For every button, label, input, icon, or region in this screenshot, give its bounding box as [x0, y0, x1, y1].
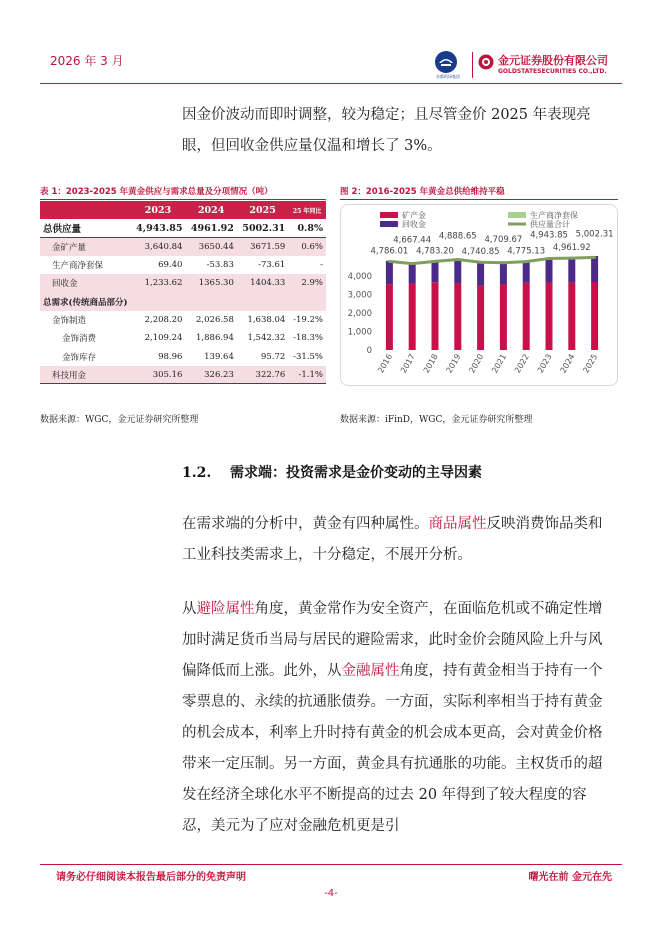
bar-recycled-gold: [500, 263, 507, 284]
logo-separator: [472, 52, 473, 78]
report-date: 2026 年 3 月: [50, 54, 124, 68]
airport-group-caption: 首都机场集团: [436, 74, 460, 79]
row-label: 生产商净套保: [52, 261, 104, 272]
row-value: 305.16: [131, 366, 186, 384]
bar-mine-gold: [477, 286, 484, 350]
section-title: [182, 462, 482, 482]
row-value: 0.8%: [288, 219, 326, 237]
row-value: 2,208.20: [144, 314, 183, 325]
row-value: 95.72: [260, 351, 286, 362]
row-value: [131, 292, 186, 310]
line-point: [525, 260, 528, 263]
header-divider: [40, 83, 622, 84]
x-tick-label: 2018: [421, 352, 440, 375]
legend-swatch: [380, 221, 398, 227]
company-name-en: GOLDSTATESECURITIES CO.,LTD.: [498, 68, 607, 75]
page-number: -4-: [324, 888, 338, 899]
row-value: 1,233.62: [131, 274, 186, 292]
row-value: [288, 292, 326, 310]
legend-label: 生产商净套保: [530, 211, 578, 220]
legend-label: 供应量合计: [530, 220, 570, 229]
row-value: -: [320, 260, 323, 271]
row-value: -53.83: [206, 260, 234, 271]
paragraph-commodity: [182, 509, 612, 571]
table-row: [40, 366, 326, 384]
data-label: 4,775.13: [507, 246, 546, 257]
row-value: 3650.44: [185, 238, 236, 256]
figure-caption: 图 2：2016-2025 年黄金总供给维持平稳: [340, 187, 505, 197]
intro-paragraph: 因金价波动而即时调整，较为稳定；且尽管金价 2025 年表现亮眼，但回收金供应量仅温和增长了 3%。: [182, 107, 591, 154]
row-value: 2,026.58: [196, 314, 234, 325]
legend-swatch: [380, 212, 398, 218]
table-header-cell: [40, 201, 131, 219]
x-tick-label: 2020: [467, 352, 486, 375]
y-tick-label: 1,000: [347, 327, 372, 338]
table-row: [40, 292, 326, 310]
x-tick-label: 2019: [444, 352, 463, 375]
table-source: 数据来源：WGC，金元证券研究所整理: [40, 415, 199, 425]
bar-recycled-gold: [546, 260, 553, 283]
row-value: 2,109.24: [144, 333, 183, 344]
paragraph-text: 角度，黄金常作为安全资产，在面临危机或不确定性增加时满足货币当局与居民的避险需求，此时金价会随风险上升与风偏降低而上涨。此外，从: [182, 601, 603, 679]
bar-recycled-gold: [386, 261, 393, 285]
row-value: -18.3%: [293, 333, 323, 344]
line-point: [434, 260, 437, 263]
data-label: 4,740.85: [461, 247, 500, 258]
paragraph-safe-haven-financial: [182, 594, 612, 842]
table-bottom-rule: [40, 383, 326, 384]
table-row: [40, 274, 326, 292]
paragraph-text: 反映消费饰品类和工业科技类需求上，十分稳定，不展开分析。: [182, 516, 603, 563]
highlight-term: 避险属性: [196, 601, 255, 617]
table-row: [40, 329, 326, 347]
x-tick-label: 2021: [490, 352, 509, 375]
x-tick-label: 2022: [512, 352, 531, 375]
company-name-cn: 金元证券股份有限公司: [498, 54, 608, 67]
footer-slogan: 曙光在前 金元在先: [528, 872, 612, 883]
line-point: [479, 261, 482, 264]
supply-demand-table: [40, 201, 326, 384]
x-tick-label: 2016: [376, 352, 395, 375]
bar-mine-gold: [454, 283, 461, 350]
row-value: 326.23: [185, 366, 236, 384]
y-tick-label: 0: [366, 346, 372, 356]
row-value: [185, 292, 236, 310]
row-value: 322.76: [237, 366, 288, 384]
row-value: 5002.31: [237, 219, 288, 237]
table-row: [40, 311, 326, 329]
line-point: [593, 256, 596, 259]
bar-mine-gold: [546, 283, 553, 350]
row-label: 金饰库存: [62, 352, 97, 363]
row-label: 科技用金: [40, 366, 131, 384]
row-label: 总需求(传统商品部分): [40, 292, 131, 310]
highlight-term: 商品属性: [428, 516, 487, 532]
bar-recycled-gold: [523, 262, 530, 283]
table-row: [40, 238, 326, 256]
table-header-cell: 2024: [185, 201, 236, 219]
bar-recycled-gold: [409, 263, 416, 284]
table-row: [40, 256, 326, 274]
footer-divider: [40, 864, 622, 865]
paragraph-text: 从: [182, 601, 197, 617]
bar-mine-gold: [500, 284, 507, 350]
data-label: 4,667.44: [393, 235, 432, 246]
table-caption-rule: [40, 199, 326, 200]
data-label: 4,783.20: [416, 246, 454, 257]
company-logo: [428, 50, 618, 82]
row-value: 3671.59: [237, 238, 288, 256]
bar-mine-gold: [591, 282, 598, 350]
table-row: [40, 347, 326, 365]
row-value: 0.6%: [288, 238, 326, 256]
footer-disclaimer: 请务必仔细阅读本报告最后部分的免责声明: [56, 872, 246, 883]
section-number: 1.2.: [182, 465, 212, 481]
y-tick-label: 4,000: [347, 271, 372, 282]
row-value: 139.64: [204, 351, 234, 362]
bar-recycled-gold: [432, 261, 439, 282]
x-tick-label: 2024: [558, 352, 577, 375]
bar-mine-gold: [386, 284, 393, 350]
row-value: 1365.30: [185, 274, 236, 292]
row-value: 1404.33: [237, 274, 288, 292]
section-title-text: 需求端：投资需求是金价变动的主导因素: [230, 465, 482, 481]
bar-recycled-gold: [477, 262, 484, 286]
row-value: 1,886.94: [196, 333, 234, 344]
bar-mine-gold: [409, 284, 416, 350]
row-value: 1,542.32: [247, 333, 286, 344]
row-label: 金饰制造: [52, 315, 87, 326]
legend-label: 矿产金: [402, 211, 426, 220]
table-header-cell: 25 年同比: [288, 201, 326, 219]
paragraph-text: 角度，持有黄金相当于持有一个零票息的、永续的抗通胀债券。一方面，实际利率相当于持有黄金的机会成本，利率上升时持有黄金的机会成本更高，会对黄金价格带来一定压制。另一方面，黄金具有抗通胀的功能。主权货币的超发在经济全球化水平不断提高的过去 20 年得到了较大程度的容忍，美元为了应对金融危机更是引: [182, 663, 603, 834]
data-label: 5,002.31: [575, 229, 614, 240]
goldstate-emblem-icon: [478, 54, 494, 70]
row-value: 98.96: [158, 351, 183, 362]
line-point: [388, 260, 391, 263]
row-value: 1,638.04: [247, 314, 286, 325]
table-header-row: [40, 201, 326, 219]
paragraph-text: 在需求端的分析中，黄金有四种属性。: [182, 516, 429, 532]
row-value: 69.40: [158, 260, 183, 271]
line-point: [456, 258, 459, 261]
y-tick-label: 3,000: [347, 290, 372, 301]
x-tick-label: 2023: [535, 352, 554, 375]
data-label: 4,943.85: [530, 230, 568, 241]
bar-recycled-gold: [454, 260, 461, 284]
legend-label: 回收金: [402, 220, 426, 229]
data-label: 4,961.92: [552, 243, 591, 254]
table-header-cell: 2023: [131, 201, 186, 219]
row-value: -31.5%: [293, 351, 323, 362]
table-caption: 表 1：2023-2025 年黄金供应与需求总量及分项情况（吨）: [40, 187, 273, 197]
x-tick-label: 2017: [398, 352, 417, 375]
airport-group-emblem-icon: [434, 50, 458, 74]
line-point: [548, 257, 551, 260]
row-value: [237, 292, 288, 310]
table-header-cell: 2025: [237, 201, 288, 219]
highlight-term: 金融属性: [341, 663, 400, 679]
row-value: -1.1%: [288, 366, 326, 384]
row-label: 回收金: [40, 274, 131, 292]
row-value: -73.61: [258, 260, 286, 271]
data-label: 4,888.65: [438, 231, 477, 242]
bar-mine-gold: [523, 283, 530, 350]
line-point: [411, 262, 414, 265]
data-label: 4,709.67: [484, 234, 523, 245]
bar-mine-gold: [432, 282, 439, 350]
line-point: [570, 257, 573, 260]
gold-supply-chart: [340, 204, 618, 386]
figure-caption-rule: [340, 199, 618, 200]
bar-recycled-gold: [591, 256, 598, 282]
line-total-supply: [389, 257, 594, 263]
row-value: 3,640.84: [131, 238, 186, 256]
x-tick-label: 2025: [581, 352, 600, 375]
line-point: [502, 261, 505, 264]
figure-source: 数据来源：iFinD，WGC，金元证券研究所整理: [340, 415, 533, 425]
row-value: -19.2%: [293, 314, 323, 325]
row-label: 总供应量: [40, 219, 131, 237]
y-tick-label: 2,000: [347, 308, 372, 319]
data-label: 4,786.01: [370, 246, 409, 257]
table-row: [40, 219, 326, 237]
row-label: 金矿产量: [40, 238, 131, 256]
bar-mine-gold: [568, 282, 575, 350]
row-value: 4961.92: [185, 219, 236, 237]
row-value: 2.9%: [288, 274, 326, 292]
legend-swatch: [508, 212, 526, 218]
row-label: 金饰消费: [62, 334, 97, 345]
bar-recycled-gold: [568, 257, 575, 282]
row-value: 4,943.85: [131, 219, 186, 237]
